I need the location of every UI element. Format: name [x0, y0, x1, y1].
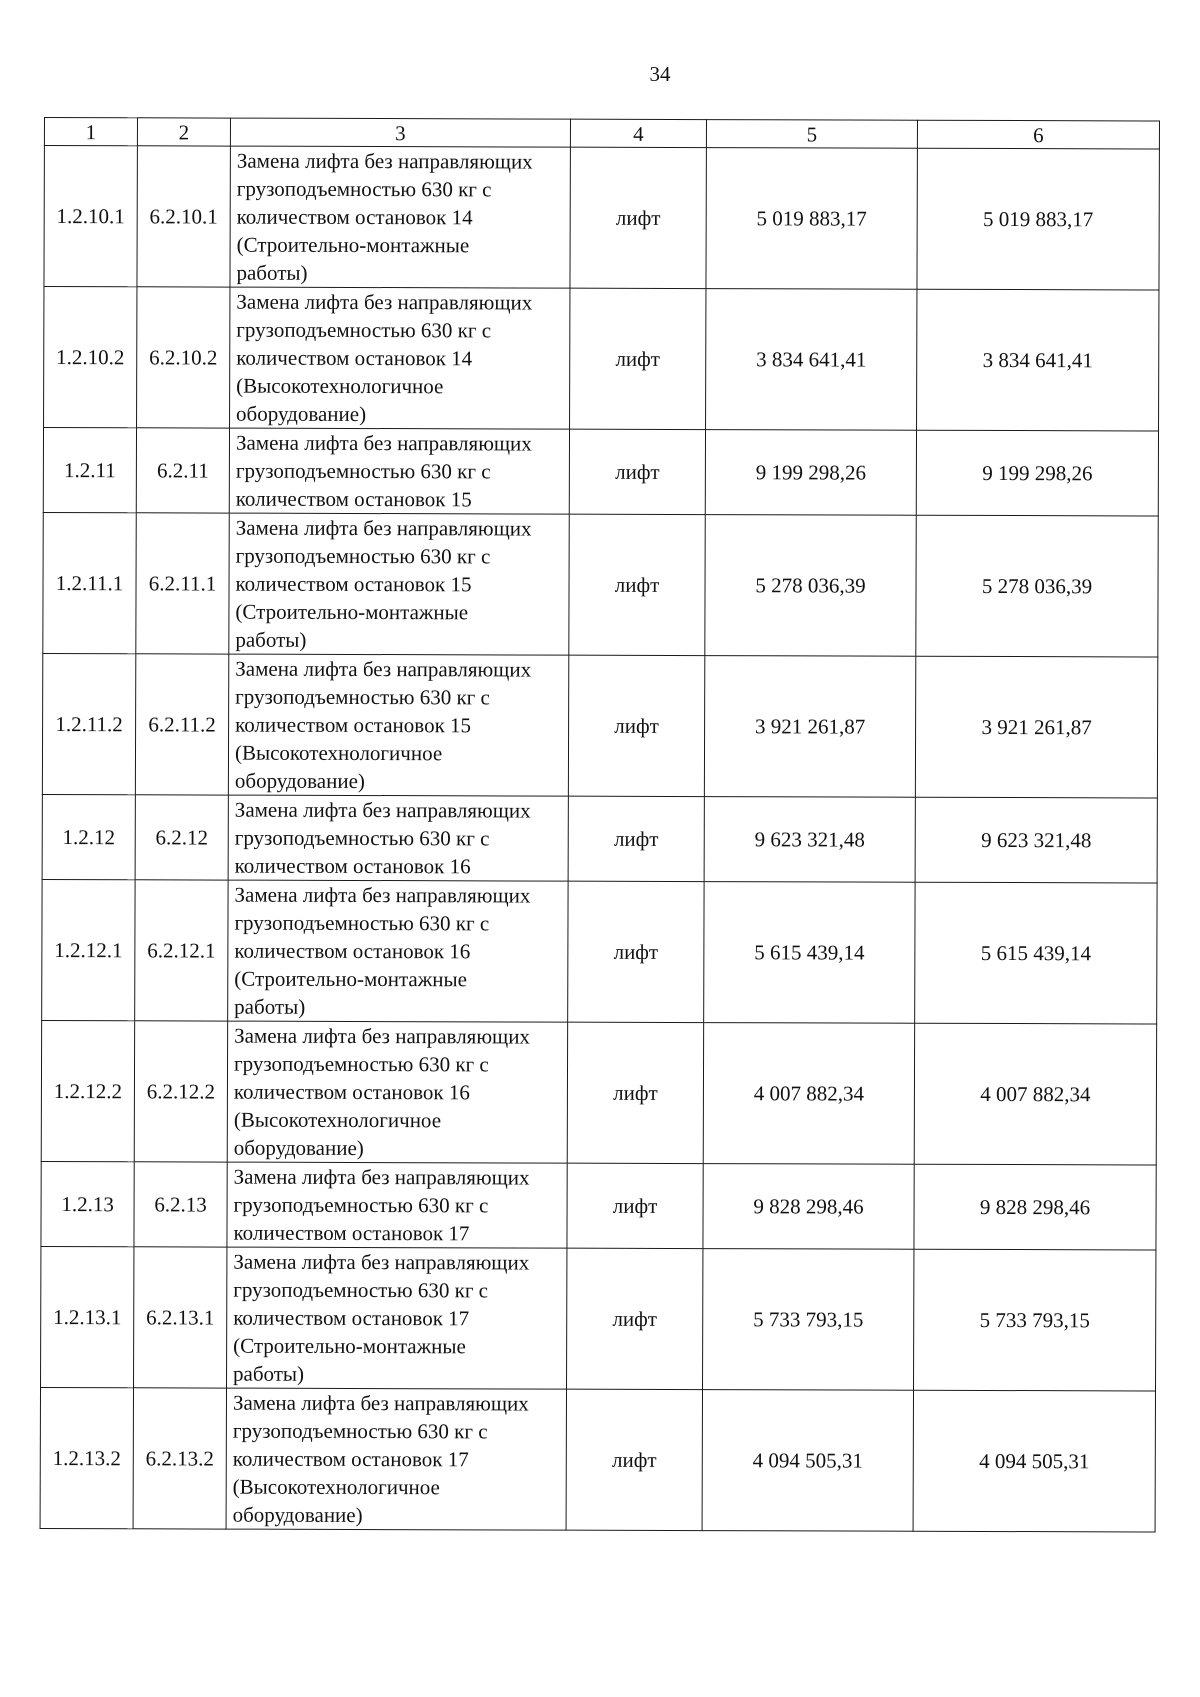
row-code-cell: 1.2.13	[41, 1161, 134, 1246]
description-line: работы)	[235, 627, 307, 652]
row-total-cell: 4 094 505,31	[913, 1390, 1155, 1532]
row-unit-cell: лифт	[568, 796, 704, 881]
row-description-cell	[226, 1388, 566, 1530]
row-description-cell	[228, 795, 568, 881]
row-cost-cell: 5 019 883,17	[706, 148, 917, 290]
column-header: 4	[570, 119, 706, 147]
row-unit-cell: лифт	[566, 1389, 702, 1530]
row-cost-cell: 9 623 321,48	[704, 797, 915, 883]
row-cost-cell: 5 278 036,39	[705, 515, 916, 657]
description-line: Замена лифта без направляющих	[234, 1023, 530, 1049]
row-total-cell: 5 615 439,14	[915, 882, 1157, 1024]
row-description-cell	[228, 654, 568, 796]
table-row	[43, 428, 1158, 517]
table-row	[41, 1020, 1156, 1165]
cost-table	[40, 117, 1160, 1532]
description-line: работы)	[234, 994, 306, 1019]
description-line: (Высокотехнологичное	[232, 1474, 440, 1500]
description-line: Замена лифта без направляющих	[236, 148, 533, 174]
column-header: 6	[917, 120, 1159, 149]
description-line: грузоподъемностью 630 кг с	[233, 1192, 489, 1218]
table-row	[44, 146, 1159, 291]
description-line: грузоподъемностью 630 кг с	[234, 910, 490, 936]
row-subcode-cell: 6.2.12.1	[135, 880, 228, 1021]
row-unit-cell: лифт	[567, 1248, 703, 1389]
row-subcode-cell: 6.2.11.2	[135, 654, 228, 795]
description-line: Замена лифта без направляющих	[234, 882, 531, 908]
row-description-cell	[230, 287, 570, 429]
row-description-cell	[229, 513, 569, 655]
description-line: (Строительно-монтажные	[233, 1333, 466, 1359]
description-line: количеством остановок 17	[233, 1220, 470, 1246]
description-line: количеством остановок 16	[234, 853, 471, 879]
column-header: 1	[44, 118, 137, 146]
description-line: количеством остановок 15	[235, 571, 472, 597]
description-line: количеством остановок 16	[234, 938, 471, 964]
row-subcode-cell: 6.2.12	[135, 795, 228, 880]
row-cost-cell: 5 733 793,15	[703, 1249, 914, 1391]
row-cost-cell: 4 007 882,34	[703, 1023, 914, 1165]
row-code-cell: 1.2.12.1	[42, 879, 135, 1020]
table-row	[40, 1387, 1155, 1532]
row-total-cell: 9 623 321,48	[915, 797, 1157, 883]
row-total-cell: 9 199 298,26	[916, 430, 1158, 516]
row-total-cell: 9 828 298,46	[914, 1164, 1156, 1250]
row-total-cell: 3 921 261,87	[915, 656, 1157, 798]
description-line: оборудование)	[232, 1502, 363, 1528]
row-description-cell	[228, 880, 568, 1022]
row-description-cell	[227, 1247, 567, 1389]
row-code-cell: 1.2.10.2	[44, 287, 137, 428]
description-line: грузоподъемностью 630 кг с	[235, 684, 490, 710]
row-total-cell: 5 733 793,15	[914, 1249, 1156, 1391]
description-line: Замена лифта без направляющих	[233, 1164, 530, 1190]
row-cost-cell: 9 199 298,26	[705, 430, 916, 516]
row-total-cell: 3 834 641,41	[917, 289, 1159, 431]
row-code-cell: 1.2.13.2	[40, 1387, 133, 1528]
description-line: грузоподъемностью 630 кг с	[233, 1051, 489, 1077]
row-subcode-cell: 6.2.12.2	[134, 1021, 227, 1162]
row-subcode-cell: 6.2.13	[134, 1162, 227, 1247]
description-line: количеством остановок 17	[233, 1305, 470, 1331]
description-line: грузоподъемностью 630 кг с	[235, 458, 491, 484]
row-subcode-cell: 6.2.10.2	[137, 287, 230, 428]
description-line: количеством остановок 14	[236, 204, 473, 230]
description-line: количеством остановок 14	[236, 345, 473, 371]
description-line: грузоподъемностью 630 кг с	[232, 1418, 488, 1444]
description-line: грузоподъемностью 630 кг с	[235, 543, 491, 569]
row-description-cell	[229, 428, 569, 514]
row-code-cell: 1.2.10.1	[44, 146, 137, 287]
table-header-row	[44, 118, 1159, 150]
row-code-cell: 1.2.11.1	[43, 512, 136, 653]
description-line: Замена лифта без направляющих	[235, 515, 532, 541]
description-line: количеством остановок 15	[235, 486, 472, 512]
column-header: 2	[137, 118, 230, 146]
column-header: 5	[706, 120, 917, 149]
row-subcode-cell: 6.2.11	[136, 428, 229, 513]
row-unit-cell: лифт	[568, 881, 704, 1022]
description-line: количеством остановок 15	[235, 712, 472, 738]
row-subcode-cell: 6.2.10.1	[137, 146, 230, 287]
description-line: (Высокотехнологичное	[234, 740, 443, 766]
row-unit-cell: лифт	[569, 429, 705, 514]
description-line: (Строительно-монтажные	[236, 232, 470, 258]
table-row	[41, 1161, 1156, 1250]
description-line: грузоподъемностью 630 кг с	[234, 825, 490, 851]
table-row	[42, 653, 1157, 798]
row-code-cell: 1.2.12.2	[41, 1020, 134, 1161]
row-cost-cell: 9 828 298,46	[703, 1164, 914, 1250]
description-line: Замена лифта без направляющих	[233, 1249, 530, 1275]
description-line: Замена лифта без направляющих	[232, 1390, 529, 1416]
row-unit-cell: лифт	[569, 514, 705, 655]
description-line: (Строительно-монтажные	[234, 966, 467, 992]
description-line: количеством остановок 16	[233, 1079, 470, 1105]
page-number: 34	[649, 62, 671, 86]
row-code-cell: 1.2.12	[42, 794, 135, 879]
description-line: оборудование)	[233, 1135, 364, 1161]
description-line: работы)	[236, 260, 308, 285]
description-line: количеством остановок 17	[232, 1446, 469, 1472]
row-cost-cell: 3 834 641,41	[706, 289, 917, 431]
row-total-cell: 5 019 883,17	[917, 148, 1159, 290]
row-code-cell: 1.2.11.2	[42, 653, 135, 794]
row-subcode-cell: 6.2.13.2	[133, 1388, 226, 1529]
table-row	[43, 512, 1158, 657]
column-header: 3	[230, 118, 570, 147]
description-line: грузоподъемностью 630 кг с	[236, 176, 492, 202]
row-unit-cell: лифт	[570, 147, 706, 288]
row-description-cell	[227, 1162, 567, 1248]
row-cost-cell: 4 094 505,31	[702, 1390, 913, 1532]
row-code-cell: 1.2.13.1	[41, 1246, 134, 1387]
description-line: Замена лифта без направляющих	[236, 289, 533, 315]
table-row	[44, 287, 1159, 432]
row-unit-cell: лифт	[570, 288, 706, 429]
row-code-cell: 1.2.11	[43, 428, 136, 513]
row-unit-cell: лифт	[568, 655, 704, 796]
description-line: (Высокотехнологичное	[236, 373, 444, 399]
description-line: (Высокотехнологичное	[233, 1107, 442, 1133]
row-description-cell	[227, 1021, 567, 1163]
row-subcode-cell: 6.2.13.1	[134, 1247, 227, 1388]
description-line: Замена лифта без направляющих	[235, 656, 532, 682]
row-total-cell: 5 278 036,39	[916, 515, 1158, 657]
description-line: работы)	[233, 1361, 305, 1386]
table-row	[42, 794, 1157, 883]
row-total-cell: 4 007 882,34	[914, 1023, 1156, 1165]
row-cost-cell: 3 921 261,87	[704, 656, 915, 798]
table-row	[41, 1246, 1156, 1391]
description-line: оборудование)	[234, 768, 365, 794]
description-line: Замена лифта без направляющих	[234, 797, 531, 823]
row-unit-cell: лифт	[567, 1022, 703, 1163]
table-row	[42, 879, 1157, 1024]
table-body	[40, 146, 1159, 1532]
description-line: грузоподъемностью 630 кг с	[233, 1277, 489, 1303]
description-line: Замена лифта без направляющих	[235, 430, 532, 456]
description-line: грузоподъемностью 630 кг с	[236, 317, 492, 343]
description-line: (Строительно-монтажные	[235, 599, 469, 625]
row-subcode-cell: 6.2.11.1	[136, 513, 229, 654]
description-line: оборудование)	[236, 401, 367, 427]
row-cost-cell: 5 615 439,14	[704, 882, 915, 1024]
row-unit-cell: лифт	[567, 1163, 703, 1248]
row-description-cell	[230, 146, 570, 288]
